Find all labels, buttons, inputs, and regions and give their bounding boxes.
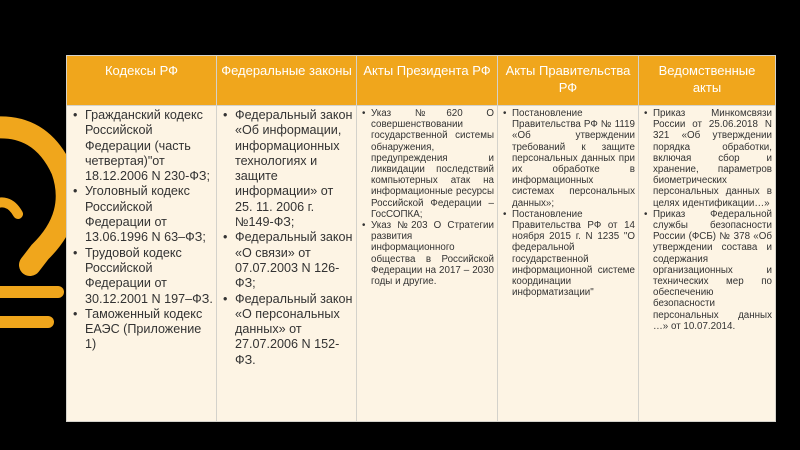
cell-government-acts [498, 106, 639, 422]
president-acts-list [357, 108, 494, 287]
list-item: • Таможенный кодекс ЕАЭС (Приложение 1) [67, 307, 213, 353]
list-item: • Постановление Правительства РФ № 1119 «Об утверждении требований к защите персональных данных при их обработке в информационных системах персональных данных»; [498, 108, 635, 209]
list-item: • Уголовный кодекс Российской Федерации от 13.06.1996 N 63–ФЗ; [67, 184, 213, 245]
cell-departmental-acts [639, 106, 776, 422]
header-government-acts: Акты Правительства РФ [498, 56, 639, 106]
lightbulb-icon [0, 0, 66, 450]
header-president-acts: Акты Президента РФ [357, 56, 498, 106]
table-row [67, 106, 776, 422]
list-item: • Указ №203 О Стратегии развития информационного общества в Российской Федерации на 2017 – 2030 годы и другие. [357, 220, 494, 287]
cell-federal-laws [217, 106, 357, 422]
departmental-acts-list [639, 108, 772, 332]
government-acts-list [498, 108, 635, 298]
list-item: • Приказ Федеральной службы безопасности России (ФСБ) № 378 «Об утверждении состава и содержания организационных и технических мер по обеспечению безопасности персональных данных …» от 10.07.2014. [639, 209, 772, 332]
cell-president-acts [357, 106, 498, 422]
table-header-row [67, 56, 776, 106]
header-federal-laws: Федеральные законы [217, 56, 357, 106]
list-item: • Приказ Минкомсвязи России от 25.06.2018 N 321 «Об утверждении порядка обработки, включая сбор и хранение, параметров биометрических персональных данных в целях идентификации…» [639, 108, 772, 209]
legal-acts-table [66, 55, 776, 422]
list-item: • Федеральный закон «О связи» от 07.07.2003 N 126-ФЗ; [217, 230, 353, 291]
list-item: • Гражданский кодекс Российской Федерации (часть четвертая)"от 18.12.2006 N 230-ФЗ; [67, 108, 213, 184]
list-item: • Постановление Правительства РФ от 14 ноября 2015 г. N 1235 "О федеральной государственной информационной системе координации информатизации" [498, 209, 635, 299]
list-item: • Трудовой кодекс Российской Федерации от 30.12.2001 N 197–ФЗ. [67, 246, 213, 307]
list-item: • Указ №620 О совершенствовании государственной системы обнаружения, предупреждения и ликвидации последствий компьютерных атак на информационные ресурсы Российской Федерации – ГосСОПКА; [357, 108, 494, 220]
codes-list [67, 108, 213, 353]
federal-laws-list [217, 108, 353, 368]
cell-codes [67, 106, 217, 422]
list-item: • Федеральный закон «О персональных данных» от 27.07.2006 N 152-ФЗ. [217, 292, 353, 368]
header-departmental-acts: Ведомственные акты [639, 56, 776, 106]
list-item: • Федеральный закон «Об информации, информационных технологиях и защите информации» от 25. 11. 2006 г. №149-ФЗ; [217, 108, 353, 230]
header-codes: Кодексы РФ [67, 56, 217, 106]
